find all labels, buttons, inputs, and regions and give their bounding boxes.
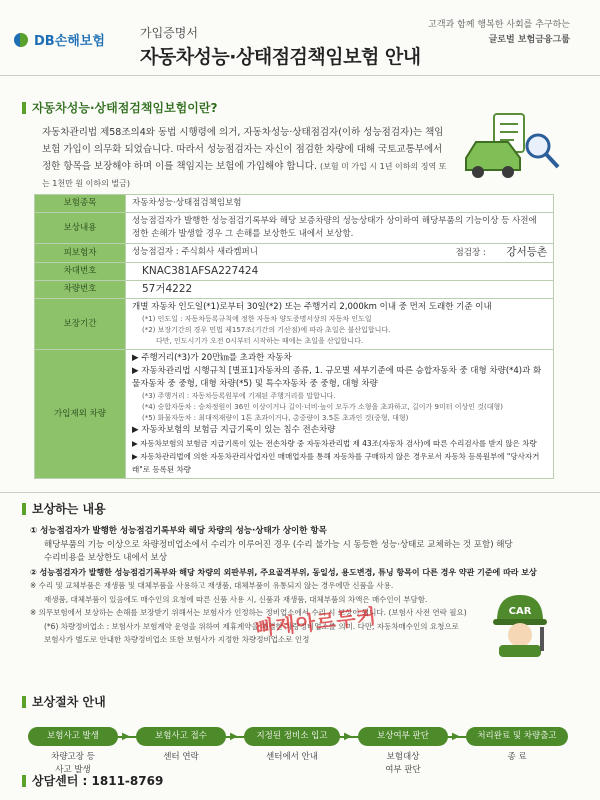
footnote: (*2) 보장기간의 경우 민법 제157조(기간의 기산점)에 따라 초일은 불산입합니다.: [142, 326, 391, 334]
compensation-note: ※ 의무보험에서 보상하는 손해를 보장받기 위해서는 보험사가 인정하는 정비업소에서 수리 시 보상이 됩니다. (보험사 사전 연락 필요): [30, 608, 467, 617]
table-row: [35, 213, 554, 244]
section-heading-process: [22, 693, 106, 710]
coverage-period-cell: [126, 299, 554, 350]
process-step-label: 처리완료 및 차량출고: [466, 727, 568, 746]
slogan-line-1: 고객과 함께 행복한 사회를 추구하는: [428, 20, 570, 30]
row-label: 보상내용: [35, 213, 126, 244]
worker-cap-text: CAR: [508, 606, 532, 617]
section-heading-text: 보상절차 안내: [32, 695, 106, 709]
insured-cell: [126, 244, 554, 263]
row-label: 피보험자: [35, 244, 126, 263]
contact-center-text: 상담센터 : 1811-8769: [32, 774, 164, 788]
row-label: 가입제외 차량: [35, 350, 126, 479]
compensation-note: 재생품, 대체부품이 있음에도 매수인의 요청에 따른 신품 사용 시, 신품과 재생품, 대체부품의 차액은 매수인이 부담함.: [44, 594, 428, 604]
page-title: 자동차성능·상태점검책임보험 안내: [140, 46, 421, 68]
compensation-item-title: ② 성능점검자가 발행한 성능점검기록부와 해당 차량의 외판부위, 주요골격부위, 동일성, 용도변경, 튜닝 항목이 다른 경우 약관 기준에 따라 보상: [30, 567, 537, 577]
section-marker-icon: [22, 503, 26, 515]
slogan-line-2: 글로벌 보험금융그룹: [488, 35, 570, 45]
row-value: 자동차성능·상태점검책임보험: [126, 195, 554, 213]
compensation-item-body: 해당부품의 기능 이상으로 차량정비업소에서 수리가 이루어진 경우 (수리 불가능 시 동등한 성능·상태로 교체하는 것 포함) 해당: [44, 539, 513, 550]
row-value: 성능점검자가 발행한 성능점검기록부와 해당 보증차량의 성능상태가 상이하여 해당부품의 기능이상 등 사전에 정한 손해가 발생할 경우 그 손해를 보상한도 내에서 보상함.: [126, 213, 554, 244]
process-step: [244, 727, 340, 764]
document-type: 가입증명서: [140, 26, 198, 40]
arrow-right-icon: ▶: [230, 731, 238, 742]
table-row: [35, 281, 554, 299]
process-step-label: 보험사고 발생: [28, 727, 118, 746]
insurance-info-table: [34, 194, 554, 479]
section-marker-icon: [22, 102, 26, 114]
coverage-period-text: 개별 자동차 인도일(*1)로부터 30일(*2) 또는 주행거리 2,000km 이내 중 먼저 도래한 기준 이내: [132, 302, 492, 312]
table-row: [35, 195, 554, 213]
section-heading-compensation: [22, 500, 106, 517]
section-heading-text: 보상하는 내용: [32, 502, 106, 516]
divider: [0, 492, 600, 493]
exclusion-item: ▶ 자동차보험의 보험금 지급기록이 있는 전손차량 중 자동차관리법 제 43조(자동차 검사)에 따른 수리검사를 받지 않은 차량: [132, 439, 537, 448]
table-row: [35, 350, 554, 479]
brand-name: DB손해보험: [34, 34, 105, 49]
process-step: [136, 727, 226, 764]
process-step: [358, 727, 448, 777]
footnote: (*3) 주행거리 : 자동차등록원부에 기재된 주행거리를 말합니다.: [142, 392, 336, 400]
footnote: (*1) 인도일 : 자동차등록규칙에 정한 자동차 양도증명서상의 자동차 인도일: [142, 315, 372, 323]
process-step-desc: 종 료: [507, 752, 527, 762]
footnote: 다만, 인도시기가 오전 0시부터 시작하는 때에는 초일을 산입합니다.: [156, 337, 364, 345]
process-step-desc: 센터 연락: [163, 752, 199, 762]
table-row: [35, 263, 554, 281]
row-label: 차대번호: [35, 263, 126, 281]
stamp-overlay: 빠제아르두커: [254, 603, 378, 641]
row-label: 차량번호: [35, 281, 126, 299]
compensation-item-title: ① 성능점검자가 발행한 성능점검기록부와 해당 차량의 성능·상태가 상이한 항목: [30, 526, 327, 536]
row-label: 보장기간: [35, 299, 126, 350]
process-flow: [28, 727, 568, 775]
process-step-label: 보험사고 접수: [136, 727, 226, 746]
arrow-right-icon: ▶: [344, 731, 352, 742]
process-step-desc: 보험대상: [386, 752, 420, 762]
exclusion-item: ▶ 주행거리(*3)가 20만㎞를 초과한 자동차: [132, 353, 292, 363]
section-heading-intro: [22, 99, 217, 116]
intro-text: [42, 124, 447, 192]
intro-note: (보험 미 가입 시 1년 이하의 징역 또는 1천만 원 이하의 벌금): [42, 162, 447, 188]
exclusion-item: ▶ 자동차관리법에 의한 자동차관리사업자인 매매업자를 통해 자동차를 구매하지 않은 경우로서 자동차 등록원부에 "당사자거래"로 등록된 차량: [132, 452, 540, 474]
arrow-right-icon: ▶: [452, 731, 460, 742]
insured-name: 성능점검자 : 주식회사 새라켐퍼니: [132, 247, 258, 257]
inspection-site-value: 강서등촌: [506, 246, 547, 258]
table-row: [35, 299, 554, 350]
process-step-label: 보상여부 판단: [358, 727, 448, 746]
process-step-desc: 센터에서 안내: [266, 752, 318, 762]
table-row: [35, 244, 554, 263]
compensation-note: (*6) 차량정비업소 : 보험사가 보험계약 운영을 위하여 제휴계약을 체결한 차량정비업소를 의미. 다만, 자동차매수인의 요청으로: [44, 621, 459, 631]
vin-value: KNAC381AFSA227424: [126, 263, 554, 281]
process-step-desc: 여부 판단: [385, 765, 421, 775]
row-label: 보험종목: [35, 195, 126, 213]
process-step: [28, 727, 118, 777]
arrow-right-icon: ▶: [122, 731, 130, 742]
footnote: (*4) 승합자동차 : 승차정원이 36인 이상이거나 길이·너비·높이 모두가 소형을 초과하고, 길이가 9미터 이상인 것(대형): [142, 403, 503, 411]
car-inspection-icon: [458, 112, 563, 180]
compensation-note: 보험사가 별도로 안내한 차량정비업소 또한 보험사가 지정한 차량정비업소로 인정: [44, 635, 310, 644]
process-step-label: 지정된 정비소 입고: [244, 727, 340, 746]
compensation-note: ※ 수리 및 교체부품은 재생품 및 대체부품을 사용하고 재생품, 대체부품이 유통되지 않는 경우에만 신품을 사용.: [30, 581, 394, 590]
plate-value: 57거4222: [126, 281, 554, 299]
exclusion-item: ▶ 자동차관리법 시행규칙 [별표1]자동차의 종류, 1. 규모별 세부기준에 따른 승합자동차 중 대형 차량(*4)과 화물자동차 중 중형, 대형 차량(*5) 및 특수자동차 중 중형, 대형 차량: [132, 366, 542, 389]
section-marker-icon: [22, 775, 26, 787]
slogan: [428, 18, 570, 48]
intro-body: 자동차관리법 제58조의4와 동법 시행령에 의거, 자동차성능·상태점검자(이하 성능점검자)는 책임보험 가입이 의무화 되었습니다. 따라서 성능점검자는 자신이 점검한 차량에 대해 국토교통부에서 정한 항목을 보장해야 하며 이를 책임지는 보험에 가입해야 합니다.: [42, 127, 444, 172]
process-step: [466, 727, 568, 764]
contact-center: [22, 772, 163, 789]
section-heading-text: 자동차성능·상태점검책임보험이란?: [32, 101, 218, 115]
company-logo: [14, 30, 105, 49]
compensation-item-body: 수리비용을 보상한도 내에서 보상: [44, 553, 168, 563]
db-logo-icon: [14, 32, 30, 48]
mechanic-icon: [485, 587, 555, 657]
footnote: (*5) 화물자동차 : 최대적재량이 1톤 초과이거나, 총중량이 3.5톤 초과인 것(중형, 대형): [142, 414, 409, 422]
process-step-desc: 사고 발생: [55, 765, 91, 775]
inspection-site-label: 점검장 :: [455, 248, 486, 258]
process-step-desc: 차량고장 등: [51, 752, 95, 762]
section-marker-icon: [22, 696, 26, 708]
excluded-vehicles-cell: [126, 350, 554, 479]
exclusion-item: ▶ 자동차보험의 보험금 지급기록이 있는 침수 전손차량: [132, 425, 336, 435]
divider: [0, 75, 600, 76]
